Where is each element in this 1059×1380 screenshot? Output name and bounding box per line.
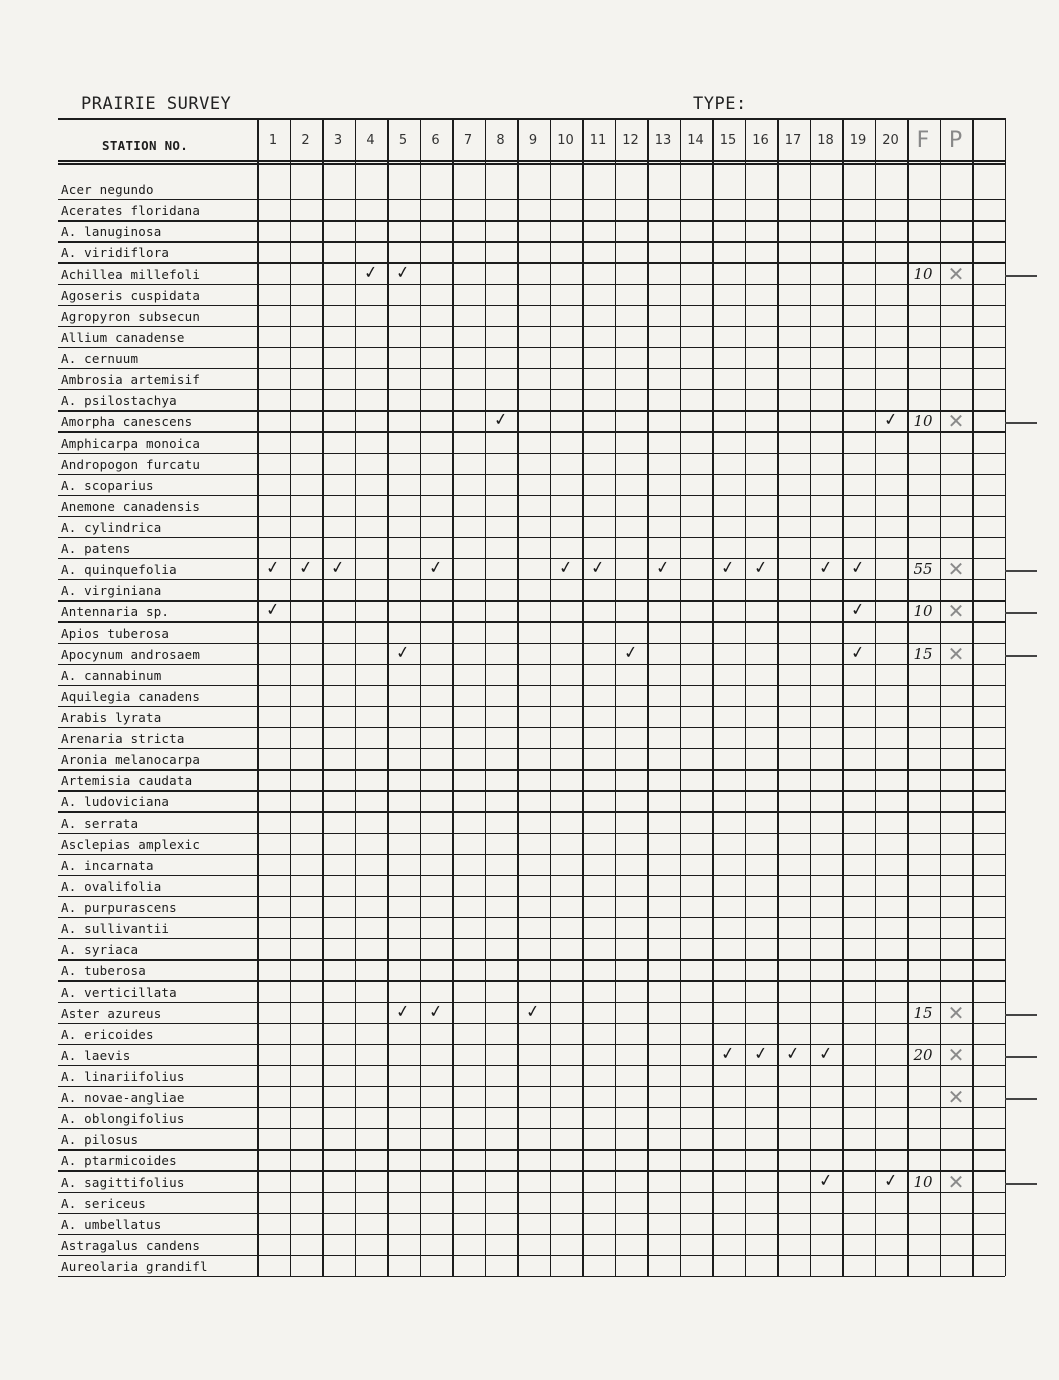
species-name: A. sagittifolius: [61, 1174, 185, 1190]
row-rule: [58, 410, 1005, 411]
row-rule: [58, 769, 1005, 770]
row-rule: [58, 474, 1005, 475]
row-rule: [58, 389, 1005, 390]
species-name: A. cannabinum: [61, 667, 162, 683]
column-divider: [712, 118, 714, 1276]
species-name: Antennaria sp.: [61, 604, 170, 620]
row-rule: [58, 241, 1005, 242]
species-name: Aureolaria grandifl: [61, 1259, 208, 1274]
row-rule: [58, 1107, 1005, 1108]
species-name: A. ericoides: [61, 1026, 154, 1042]
species-name: Allium canadense: [61, 329, 185, 345]
station-check-mark: ✓: [394, 641, 412, 664]
row-rule: [58, 1065, 1005, 1066]
species-name: A. ovalifolia: [61, 878, 162, 894]
column-header: 14: [687, 133, 704, 148]
column-divider: [647, 118, 649, 1276]
station-check-mark: ✓: [719, 557, 737, 580]
margin-tally-dash: [1005, 570, 1037, 572]
column-header: 12: [622, 133, 639, 148]
row-rule: [58, 959, 1005, 960]
column-header: 6: [431, 133, 440, 148]
species-name: Amphicarpa monoica: [61, 435, 201, 451]
station-check-mark: ✓: [882, 1169, 899, 1192]
station-check-mark: ✓: [849, 641, 867, 664]
species-name: A. cylindrica: [61, 519, 162, 535]
species-name: Ambrosia artemisif: [61, 372, 201, 388]
species-name: Agoseris cuspidata: [61, 287, 201, 303]
station-check-mark: ✓: [264, 599, 282, 622]
column-header: 10: [557, 133, 574, 148]
row-rule: [58, 537, 1005, 538]
species-name: A. viridiflora: [61, 245, 170, 261]
species-name: Acerates floridana: [61, 203, 201, 219]
column-divider: [322, 118, 324, 1276]
presence-cross-mark: ✕: [947, 557, 965, 582]
species-name: A. tuberosa: [61, 963, 146, 979]
row-rule: [58, 199, 1005, 200]
row-rule: [58, 875, 1005, 876]
column-divider: [452, 118, 454, 1276]
column-divider: [1005, 118, 1007, 1276]
column-divider: [550, 118, 552, 1276]
margin-tally-dash: [1005, 655, 1037, 657]
margin-tally-dash: [1005, 1098, 1037, 1100]
species-name: A. laevis: [61, 1047, 131, 1063]
species-name: Aronia melanocarpa: [61, 752, 201, 768]
column-header: 8: [496, 133, 505, 148]
column-divider: [517, 118, 519, 1276]
species-name: A. sullivantii: [61, 921, 170, 937]
column-header: 13: [654, 133, 672, 148]
column-divider: [680, 118, 682, 1276]
column-divider: [387, 118, 389, 1276]
row-rule: [58, 1170, 1005, 1171]
species-name: Achillea millefoli: [61, 266, 201, 282]
column-header: P: [948, 128, 963, 153]
species-name: Arabis lyrata: [61, 710, 162, 725]
species-name: A. scoparius: [61, 477, 154, 493]
row-rule: [58, 1023, 1005, 1024]
row-rule: [58, 1149, 1005, 1150]
species-name: Artemisia caudata: [61, 773, 193, 789]
species-name: Arenaria stricta: [61, 731, 185, 747]
station-check-mark: ✓: [297, 557, 314, 580]
header-bottom-rule-2: [58, 163, 1005, 165]
row-rule: [58, 685, 1005, 686]
station-check-mark: ✓: [394, 261, 412, 284]
station-check-mark: ✓: [589, 557, 607, 580]
frequency-value: 15: [913, 1003, 933, 1022]
species-name: A. verticillata: [61, 984, 177, 1000]
margin-tally-dash: [1005, 612, 1037, 614]
row-rule: [58, 790, 1005, 791]
row-rule: [58, 664, 1005, 665]
species-name: A. syriaca: [61, 942, 139, 958]
frequency-value: 20: [913, 1045, 933, 1064]
row-rule: [58, 326, 1005, 327]
column-header: 18: [817, 133, 834, 148]
presence-cross-mark: ✕: [947, 1042, 965, 1067]
row-rule: [58, 516, 1005, 517]
header-top-rule: [58, 118, 1005, 120]
column-header: 19: [849, 133, 867, 148]
column-header: 16: [752, 133, 769, 148]
station-check-mark: ✓: [719, 1042, 737, 1065]
column-divider: [810, 118, 812, 1276]
row-rule: [58, 621, 1005, 622]
station-check-mark: ✓: [817, 1169, 834, 1192]
species-name: A. psilostachya: [61, 393, 177, 409]
species-name: Astragalus candens: [61, 1237, 201, 1253]
column-header: 20: [882, 133, 899, 148]
row-rule: [58, 1128, 1005, 1129]
column-divider: [842, 118, 844, 1276]
presence-cross-mark: ✕: [947, 641, 965, 666]
species-name: A. lanuginosa: [61, 224, 162, 240]
row-rule: [58, 917, 1005, 918]
margin-tally-dash: [1005, 1014, 1037, 1016]
station-check-mark: ✓: [752, 557, 769, 580]
station-check-mark: ✓: [849, 557, 867, 580]
station-check-mark: ✓: [264, 557, 282, 580]
frequency-value: 10: [913, 412, 933, 431]
row-rule: [58, 305, 1005, 306]
frequency-value: 55: [913, 560, 933, 579]
station-check-mark: ✓: [557, 557, 574, 580]
row-rule: [58, 748, 1005, 749]
row-rule: [58, 938, 1005, 939]
row-rule: [58, 854, 1005, 855]
species-name: A. cernuum: [61, 351, 139, 367]
species-name: A. quinquefolia: [61, 562, 177, 578]
station-check-mark: ✓: [882, 409, 899, 432]
species-name: Andropogon furcatu: [61, 456, 201, 472]
row-rule: [58, 833, 1005, 834]
margin-tally-dash: [1005, 1056, 1037, 1058]
species-name: A. virginiana: [61, 583, 162, 599]
row-rule: [58, 431, 1005, 432]
column-header: 2: [301, 133, 310, 148]
column-divider: [290, 118, 292, 1276]
species-name: A. patens: [61, 541, 131, 557]
column-header: 7: [463, 133, 473, 148]
column-header: 4: [366, 133, 375, 148]
station-check-mark: ✓: [849, 599, 867, 622]
type-label: TYPE:: [693, 94, 747, 114]
row-rule: [58, 453, 1005, 454]
species-name: A. serrata: [61, 815, 139, 831]
row-rule: [58, 1044, 1005, 1045]
column-divider: [907, 118, 909, 1276]
station-check-mark: ✓: [329, 557, 347, 580]
row-rule: [58, 220, 1005, 221]
page-title: PRAIRIE SURVEY: [81, 94, 232, 114]
species-name: Aster azureus: [61, 1005, 162, 1021]
row-rule: [58, 1255, 1005, 1256]
station-check-mark: ✓: [784, 1042, 802, 1065]
station-label: STATION NO.: [102, 138, 189, 153]
column-divider: [615, 118, 617, 1276]
species-name: Asclepias amplexic: [61, 836, 201, 852]
station-check-mark: ✓: [817, 557, 834, 580]
station-check-mark: ✓: [427, 557, 444, 580]
column-divider: [875, 118, 877, 1276]
species-name: Anemone canadensis: [61, 498, 201, 514]
column-divider: [257, 118, 259, 1276]
species-name: A. pilosus: [61, 1132, 139, 1148]
row-rule: [58, 811, 1005, 812]
station-check-mark: ✓: [752, 1042, 769, 1065]
margin-tally-dash: [1005, 422, 1037, 424]
column-header: 5: [398, 133, 408, 148]
station-check-mark: ✓: [427, 1000, 444, 1023]
column-header: 1: [268, 133, 278, 148]
margin-tally-dash: [1005, 275, 1037, 277]
row-rule: [58, 284, 1005, 285]
column-header: 17: [784, 133, 802, 148]
column-header: 3: [333, 133, 343, 148]
presence-cross-mark: ✕: [947, 409, 965, 434]
row-rule: [58, 727, 1005, 728]
species-name: A. ludoviciana: [61, 794, 170, 810]
column-divider: [745, 118, 747, 1276]
column-header: 9: [528, 133, 538, 148]
species-name: Amorpha canescens: [61, 414, 193, 430]
presence-cross-mark: ✕: [947, 1000, 965, 1025]
row-rule: [58, 1086, 1005, 1087]
station-check-mark: ✓: [817, 1042, 834, 1065]
row-rule: [58, 347, 1005, 348]
row-rule: [58, 706, 1005, 707]
presence-cross-mark: ✕: [947, 599, 965, 624]
station-check-mark: ✓: [394, 1000, 412, 1023]
station-check-mark: ✓: [622, 641, 639, 664]
column-divider: [777, 118, 779, 1276]
column-divider: [420, 118, 422, 1276]
species-name: Aquilegia canadens: [61, 688, 201, 704]
species-name: A. oblongifolius: [61, 1111, 185, 1127]
column-header: F: [916, 128, 930, 153]
column-divider: [485, 118, 487, 1276]
row-rule: [58, 1276, 1005, 1277]
species-name: A. ptarmicoides: [61, 1153, 177, 1169]
species-name: Agropyron subsecun: [61, 308, 201, 324]
header-bottom-rule: [58, 160, 1005, 162]
column-divider: [355, 118, 357, 1276]
presence-cross-mark: ✕: [947, 1085, 965, 1110]
row-rule: [58, 262, 1005, 263]
column-divider: [582, 118, 584, 1276]
row-rule: [58, 980, 1005, 981]
column-header: 15: [719, 133, 737, 148]
row-rule: [58, 1213, 1005, 1214]
frequency-value: 10: [913, 264, 933, 283]
column-header: 11: [589, 133, 607, 148]
station-check-mark: ✓: [492, 409, 509, 432]
margin-tally-dash: [1005, 1183, 1037, 1185]
frequency-value: 10: [913, 1172, 933, 1191]
row-rule: [58, 495, 1005, 496]
station-check-mark: ✓: [654, 557, 672, 580]
presence-cross-mark: ✕: [947, 1169, 965, 1194]
species-name: Apocynum androsaem: [61, 646, 201, 662]
row-rule: [58, 368, 1005, 369]
row-rule: [58, 896, 1005, 897]
station-check-mark: ✓: [362, 261, 379, 284]
species-name: A. umbellatus: [61, 1216, 162, 1232]
frequency-value: 10: [913, 602, 933, 621]
species-name: A. purpurascens: [61, 900, 177, 916]
species-name: A. sericeus: [61, 1195, 146, 1211]
row-rule: [58, 579, 1005, 580]
row-rule: [58, 1234, 1005, 1235]
presence-cross-mark: ✕: [947, 261, 965, 286]
species-name: A. linariifolius: [61, 1068, 185, 1084]
species-name: Acer negundo: [61, 182, 154, 198]
station-check-mark: ✓: [524, 1000, 542, 1023]
frequency-value: 15: [913, 644, 933, 663]
species-name: Apios tuberosa: [61, 625, 170, 641]
species-name: A. novae-angliae: [61, 1090, 185, 1106]
row-rule: [58, 1192, 1005, 1193]
species-name: A. incarnata: [61, 857, 154, 873]
